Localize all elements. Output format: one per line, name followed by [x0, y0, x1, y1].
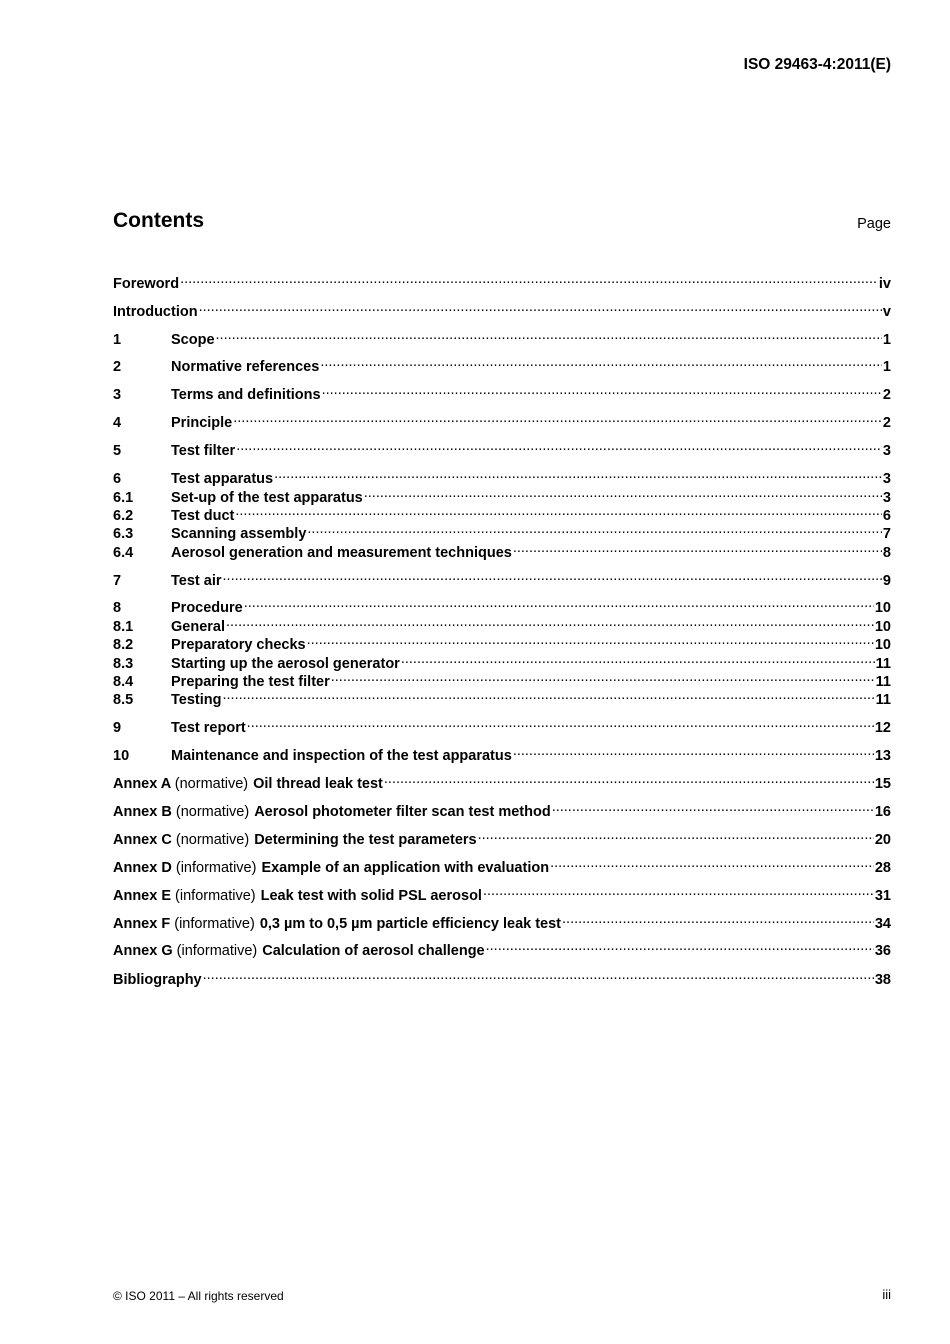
toc-entry-8-1[interactable] — [113, 613, 891, 635]
toc-entry-6[interactable] — [113, 465, 891, 487]
toc-annex-c[interactable] — [113, 826, 891, 848]
toc-entry-9[interactable] — [113, 714, 891, 736]
toc-entry-title: 0,3 µm to 0,5 µm particle efficiency leak test — [259, 916, 562, 932]
toc-entry-number: 8.3 — [113, 656, 134, 672]
toc-leader-dots — [307, 631, 874, 649]
toc-entry-number: 8.1 — [113, 619, 134, 635]
toc-entry-bibliography[interactable] — [113, 966, 891, 988]
toc-leader-dots — [216, 326, 882, 344]
toc-entry-page: 10 — [874, 600, 891, 616]
toc-annex-label — [113, 803, 254, 821]
toc-entry-title: Preparing the test filter — [171, 674, 330, 690]
toc-entry-8-5[interactable] — [113, 686, 891, 708]
toc-leader-dots — [247, 714, 874, 732]
toc-entry-title: Procedure — [171, 600, 243, 616]
toc-entry-title: Bibliography — [113, 972, 202, 988]
toc-entry-page: 9 — [882, 573, 891, 589]
toc-entry-number: 6.3 — [113, 526, 134, 542]
toc-entry-2[interactable] — [113, 353, 891, 375]
toc-entry-title: Preparatory checks — [171, 637, 306, 653]
annex-type: (informative) — [175, 888, 256, 904]
toc-entry-page: 7 — [882, 526, 891, 542]
toc-entry-title: Test air — [171, 573, 222, 589]
toc-entry-8[interactable] — [113, 594, 891, 616]
page-number: iii — [882, 1287, 891, 1302]
toc-entry-page: 38 — [874, 972, 891, 988]
toc-entry-title: Test apparatus — [171, 471, 274, 487]
annex-type: (informative) — [174, 916, 255, 932]
page-column-label: Page — [857, 216, 891, 232]
toc-entry-number: 4 — [113, 415, 122, 431]
toc-entry-number: 6.1 — [113, 490, 134, 506]
toc-entry-title: Scope — [171, 332, 215, 348]
toc-entry-foreword[interactable] — [113, 270, 891, 292]
toc-entry-title: Normative references — [171, 359, 320, 375]
toc-leader-dots — [199, 298, 882, 316]
toc-entry-page: 3 — [882, 490, 891, 506]
toc-annex-label — [113, 915, 260, 933]
toc-entry-page: 13 — [874, 748, 891, 764]
toc-entry-6-4[interactable] — [113, 539, 891, 561]
toc-entry-title: Starting up the aerosol generator — [171, 656, 400, 672]
toc-entry-page: 11 — [875, 692, 891, 708]
toc-entry-page: 3 — [882, 471, 891, 487]
toc-entry-title: General — [171, 619, 225, 635]
toc-entry-number: 8.4 — [113, 674, 134, 690]
toc-annex-label — [113, 942, 262, 960]
copyright-notice: © ISO 2011 – All rights reserved — [113, 1289, 284, 1303]
toc-leader-dots — [331, 668, 875, 686]
toc-entry-page: 15 — [874, 776, 891, 792]
toc-leader-dots — [274, 465, 882, 483]
toc-entry-page: 10 — [874, 619, 891, 635]
toc-entry-number: 9 — [113, 720, 122, 736]
toc-entry-number: 6.4 — [113, 545, 134, 561]
annex-letter: Annex A — [113, 776, 171, 792]
toc-leader-dots — [513, 539, 882, 557]
toc-entry-page: 3 — [882, 443, 891, 459]
toc-entry-page: 12 — [874, 720, 891, 736]
table-of-contents — [113, 0, 891, 1344]
annex-type: (informative) — [175, 860, 257, 876]
toc-leader-dots — [203, 966, 874, 984]
toc-entry-page: 8 — [882, 545, 891, 561]
toc-leader-dots — [483, 882, 874, 900]
toc-entry-page: 2 — [882, 387, 891, 403]
toc-leader-dots — [401, 650, 875, 668]
toc-entry-1[interactable] — [113, 326, 891, 348]
toc-annex-label — [113, 887, 261, 905]
toc-entry-page: iv — [878, 276, 891, 292]
toc-leader-dots — [320, 353, 882, 371]
toc-entry-page: 31 — [874, 888, 891, 904]
toc-annex-label — [113, 859, 261, 877]
toc-entry-title: Set-up of the test apparatus — [171, 490, 363, 506]
toc-entry-title: Example of an application with evaluation — [261, 860, 550, 876]
toc-annex-e[interactable] — [113, 882, 891, 904]
toc-annex-a[interactable] — [113, 770, 891, 792]
toc-entry-title: Test duct — [171, 508, 235, 524]
toc-entry-title: Oil thread leak test — [253, 776, 383, 792]
toc-leader-dots — [562, 910, 874, 928]
toc-leader-dots — [322, 381, 882, 399]
toc-leader-dots — [552, 798, 874, 816]
toc-entry-page: 10 — [874, 637, 891, 653]
toc-entry-introduction[interactable] — [113, 298, 891, 320]
toc-entry-title: Introduction — [113, 304, 198, 320]
toc-entry-8-3[interactable] — [113, 650, 891, 672]
toc-entry-page: 1 — [882, 332, 891, 348]
toc-entry-title: Aerosol photometer filter scan test method — [254, 804, 551, 820]
toc-entry-page: 2 — [882, 415, 891, 431]
toc-entry-title: Leak test with solid PSL aerosol — [260, 888, 482, 904]
toc-entry-5[interactable] — [113, 437, 891, 459]
toc-entry-7[interactable] — [113, 567, 891, 589]
toc-entry-6-3[interactable] — [113, 520, 891, 542]
standard-identifier: ISO 29463-4:2011(E) — [743, 56, 891, 73]
toc-entry-title: Aerosol generation and measurement techniques — [171, 545, 512, 561]
toc-leader-dots — [236, 437, 882, 455]
annex-letter: Annex F — [113, 916, 171, 932]
toc-entry-number: 10 — [113, 748, 130, 764]
annex-letter: Annex G — [113, 943, 173, 959]
toc-leader-dots — [384, 770, 874, 788]
toc-entry-number: 1 — [113, 332, 122, 348]
toc-entry-page: 16 — [874, 804, 891, 820]
toc-entry-number: 8 — [113, 600, 122, 616]
toc-entry-number: 2 — [113, 359, 122, 375]
toc-leader-dots — [307, 520, 882, 538]
toc-leader-dots — [478, 826, 874, 844]
annex-type: (informative) — [176, 943, 258, 959]
toc-entry-page: 20 — [874, 832, 891, 848]
toc-entry-6-2[interactable] — [113, 502, 891, 524]
toc-entry-title: Principle — [171, 415, 233, 431]
toc-entry-title: Terms and definitions — [171, 387, 321, 403]
toc-annex-label — [113, 775, 253, 793]
toc-entry-page: 1 — [882, 359, 891, 375]
page-title: Contents — [113, 209, 204, 232]
toc-entry-title: Maintenance and inspection of the test apparatus — [171, 748, 512, 764]
toc-leader-dots — [364, 484, 882, 502]
toc-entry-number: 5 — [113, 443, 122, 459]
toc-entry-6-1[interactable] — [113, 484, 891, 506]
toc-entry-number: 8.2 — [113, 637, 134, 653]
toc-entry-title: Scanning assembly — [171, 526, 307, 542]
toc-leader-dots — [233, 409, 882, 427]
toc-entry-title: Test report — [171, 720, 246, 736]
toc-leader-dots — [226, 613, 874, 631]
toc-entry-8-2[interactable] — [113, 631, 891, 653]
annex-letter: Annex D — [113, 860, 172, 876]
toc-entry-title: Testing — [171, 692, 222, 708]
toc-entry-10[interactable] — [113, 742, 891, 764]
annex-letter: Annex C — [113, 832, 172, 848]
toc-entry-number: 7 — [113, 573, 122, 589]
toc-leader-dots — [223, 567, 882, 585]
toc-entry-page: v — [882, 304, 891, 320]
toc-leader-dots — [244, 594, 874, 612]
annex-letter: Annex E — [113, 888, 172, 904]
toc-annex-g[interactable] — [113, 937, 891, 959]
toc-entry-number: 3 — [113, 387, 122, 403]
toc-entry-page: 28 — [874, 860, 891, 876]
toc-entry-8-4[interactable] — [113, 668, 891, 690]
toc-leader-dots — [235, 502, 882, 520]
annex-letter: Annex B — [113, 804, 172, 820]
annex-type: (normative) — [174, 776, 249, 792]
toc-entry-page: 34 — [874, 916, 891, 932]
annex-type: (normative) — [175, 832, 250, 848]
toc-annex-f[interactable] — [113, 910, 891, 932]
toc-annex-b[interactable] — [113, 798, 891, 820]
toc-entry-page: 11 — [875, 656, 891, 672]
toc-annex-d[interactable] — [113, 854, 891, 876]
toc-entry-4[interactable] — [113, 409, 891, 431]
toc-leader-dots — [180, 270, 878, 288]
toc-leader-dots — [222, 686, 874, 704]
annex-type: (normative) — [175, 804, 250, 820]
toc-entry-title: Determining the test parameters — [254, 832, 477, 848]
toc-entry-title: Calculation of aerosol challenge — [262, 943, 485, 959]
toc-entry-title: Foreword — [113, 276, 180, 292]
toc-entry-number: 6.2 — [113, 508, 134, 524]
toc-entry-number: 6 — [113, 471, 122, 487]
toc-entry-page: 6 — [882, 508, 891, 524]
toc-entry-number: 8.5 — [113, 692, 134, 708]
toc-leader-dots — [550, 854, 874, 872]
toc-entry-page: 36 — [874, 943, 891, 959]
toc-leader-dots — [486, 937, 874, 955]
toc-entry-page: 11 — [875, 674, 891, 690]
toc-leader-dots — [513, 742, 874, 760]
toc-entry-3[interactable] — [113, 381, 891, 403]
toc-annex-label — [113, 831, 254, 849]
toc-entry-title: Test filter — [171, 443, 236, 459]
